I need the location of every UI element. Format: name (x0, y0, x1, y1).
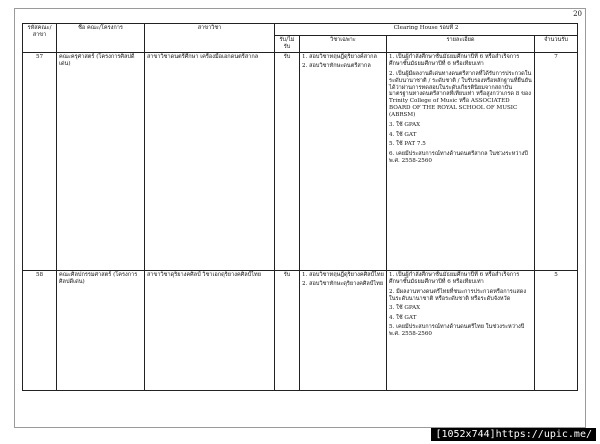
row-major: สาขาวิชาดนตรีศึกษา เครื่องมือเอกดนตรีสากล (145, 52, 275, 270)
detail-line: 2. เป็นผู้มีผลงานดีเด่นทางดนตรีสากลที่ได้รับการประกวดในระดับนานาชาติ / ระดับชาติ / ใบรับรองหรือหลักฐานที่ยืนยันได้ว่าผ่านการทดสอบในระดับเกียรตินิยมจากสถาบันมาตรฐานทางดนตรีสากลที่เทียบเท่า หรือสูงกว่าเกรด 8 ของ Trinity College of Music หรือ ASSOCIATED BOARD OF THE ROYAL SCHOOL OF MUSIC (ABRSM) (389, 70, 532, 119)
detail-line: 6. เคยมีประสบการณ์ทางด้านดนตรีสากล ในช่วงระหว่างปี พ.ศ. 2558-2560 (389, 150, 528, 164)
header-faculty: ชื่อ คณะ/โครงการ (57, 24, 145, 53)
row-subjects (300, 270, 387, 390)
detail-line: 5. เคยมีประสบการณ์ทางด้านดนตรีไทย ในช่วงระหว่างปี พ.ศ. 2558-2560 (389, 324, 525, 338)
header-details: รายละเอียด (387, 36, 535, 53)
header-quota: จำนวนรับ (535, 36, 578, 53)
row-faculty: คณะศิลปกรรมศาสตร์ (โครงการศิลปดีเด่น) (57, 270, 145, 390)
header-round: Clearing House รอบที่ 2 (275, 24, 578, 36)
table-row (23, 270, 578, 390)
watermark-text: [1052x744]https://upic.me/ (431, 428, 596, 441)
row-details (387, 270, 535, 390)
detail-line: 1. เป็นผู้กำลังศึกษาชั้นมัธยมศึกษาปีที่ 6 หรือสำเร็จการศึกษาชั้นมัธยมศึกษาปีที่ 6 หรือเทียบเท่า (389, 271, 520, 285)
detail-line: 3. ใช้ GPAX (389, 305, 421, 312)
row-accept: รับ (275, 52, 300, 270)
subject-line: 1. สอบวิชาทฤษฎีดุริยางค์สากล (302, 53, 377, 60)
row-faculty: คณะครุศาสตร์ (โครงการศิลปดีเด่น) (57, 52, 145, 270)
page-number: 20 (573, 10, 582, 18)
detail-line: 4. ใช้ GAT (389, 314, 417, 321)
row-details (387, 52, 535, 270)
row-subjects (300, 52, 387, 270)
detail-line: 2. มีผลงานทางดนตรีไทยที่ชนะการประกวดหรือการแสดงในระดับนานาชาติ หรือระดับชาติ หรือระดับจังหวัด (389, 288, 527, 302)
detail-line: 5. ใช้ PAT 7.5 (389, 141, 426, 148)
row-code: 57 (23, 52, 57, 270)
detail-line: 1. เป็นผู้กำลังศึกษาชั้นมัธยมศึกษาปีที่ 6 หรือสำเร็จการศึกษาชั้นมัธยมศึกษาปีที่ 6 หรือเทียบเท่า (389, 53, 520, 67)
subject-line: 2. สอบวิชาทักษะดุริยางคศิลป์ไทย (302, 280, 384, 287)
row-major: สาขาวิชาดุริยางคศิลป์ วิชาเอกดุริยางคศิลป์ไทย (145, 270, 275, 390)
subject-line: 2. สอบวิชาทักษะดนตรีสากล (302, 62, 371, 69)
detail-line: 4. ใช้ GAT (389, 131, 417, 138)
header-subjects: วิชาเฉพาะ (300, 36, 387, 53)
row-accept: รับ (275, 270, 300, 390)
detail-line: 3. ใช้ GPAX (389, 122, 421, 129)
row-quota: 5 (535, 270, 578, 390)
admission-table (22, 23, 578, 391)
subject-line: 1. สอบวิชาทฤษฎีดุริยางคศิลป์ไทย (302, 271, 384, 278)
header-code: รหัสคณะ/สาขา (23, 24, 57, 53)
table-row (23, 52, 578, 270)
header-accept: รับ/ไม่รับ (275, 36, 300, 53)
row-quota: 7 (535, 52, 578, 270)
row-code: 58 (23, 270, 57, 390)
header-major: สาขาวิชา (145, 24, 275, 53)
watermark-bar (0, 426, 600, 444)
